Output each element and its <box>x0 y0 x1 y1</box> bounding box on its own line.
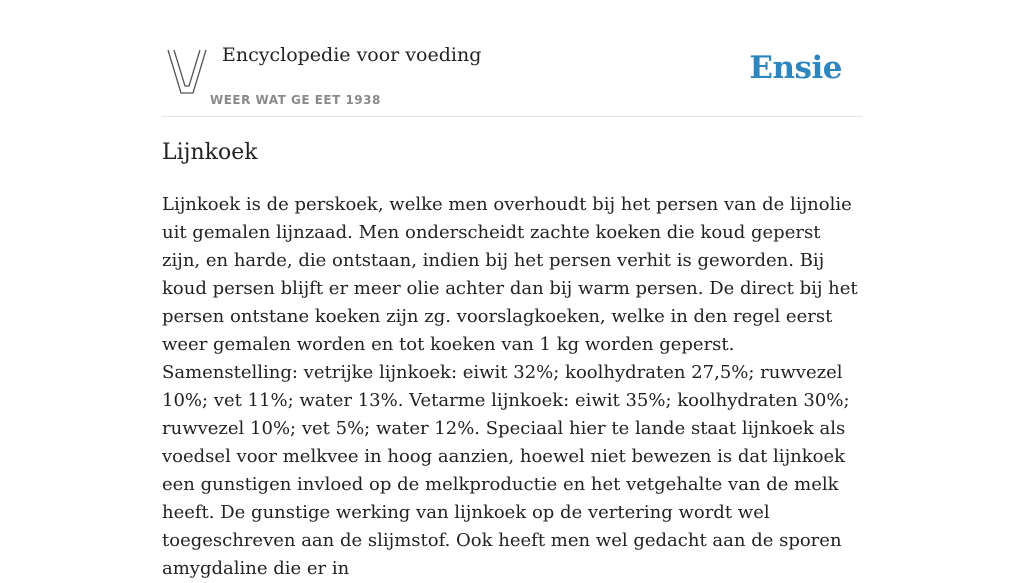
v-logo-icon[interactable] <box>166 48 208 96</box>
header <box>162 0 862 117</box>
publication-subtitle: WEER WAT GE EET 1938 <box>210 93 381 107</box>
brand-logo[interactable]: Ensie <box>749 50 842 86</box>
article-body: Lijnkoek is de perskoek, welke men overhoudt bij het persen van de lijnolie uit gemalen lijnzaad. Men onderscheidt zachte koeken die koud geperst zijn, en harde, die ontstaan, indien bij het persen verhit is geworden. Bij koud persen blijft er meer olie achter dan bij warm persen. De direct bij het persen ontstane koeken zijn zg. voorslagkoeken, welke in den regel eerst weer gemalen worden en tot koeken van 1 kg worden geperst. Samenstelling: vetrijke lijnkoek: eiwit 32%; koolhydraten 27,5%; ruwvezel 10%; vet 11%; water 13%. Vetarme lijnkoek: eiwit 35%; koolhydraten 30%; ruwvezel 10%; vet 5%; water 12%. Speciaal hier te lande staat lijnkoek als voedsel voor melkvee in hoog aanzien, hoewel niet bewezen is dat lijnkoek een gunstigen invloed op de melkproductie en het vetgehalte van de melk heeft. De gunstige werking van lijnkoek op de vertering wordt wel toegeschreven aan de slijmstof. Ook heeft men wel gedacht aan de sporen amygdaline die er in <box>162 194 858 579</box>
article-title: Lijnkoek <box>162 140 258 165</box>
encyclopedia-title[interactable]: Encyclopedie voor voeding <box>222 44 482 66</box>
